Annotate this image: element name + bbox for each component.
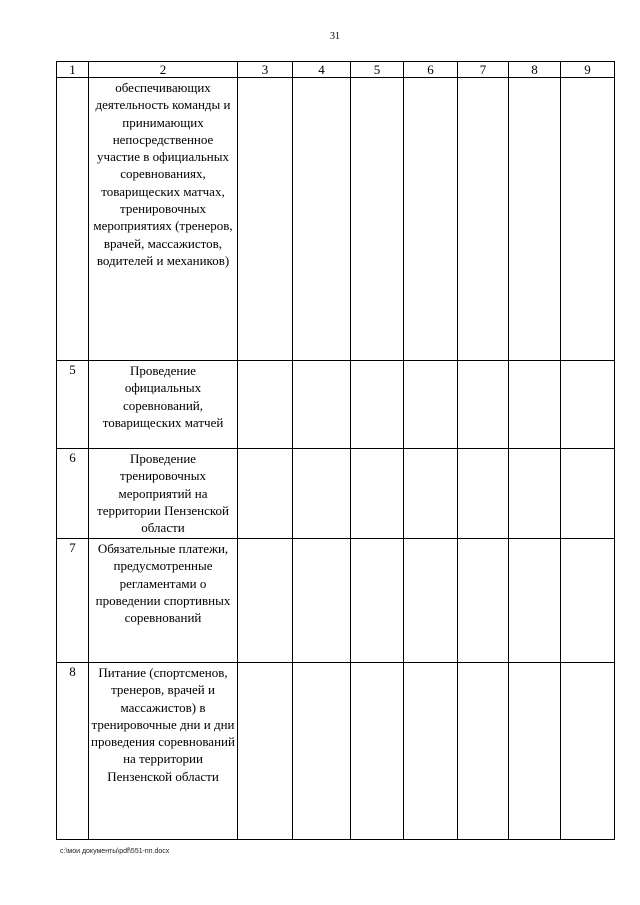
value-cell <box>404 663 458 840</box>
value-cell <box>238 663 293 840</box>
header-cell: 6 <box>404 62 458 78</box>
value-cell <box>561 539 615 663</box>
row-description: обеспечивающих деятельность команды и принимающих непосредственное участие в официальных соревнованиях, товарищеских матчах, тренировочных мероприятиях (тренеров, врачей, массажистов, водителей и механиков) <box>89 78 238 361</box>
table-row <box>57 539 615 663</box>
header-cell: 4 <box>293 62 351 78</box>
value-cell <box>509 449 561 539</box>
value-cell <box>458 449 509 539</box>
table-row <box>57 361 615 449</box>
row-number: 8 <box>57 663 89 840</box>
header-cell: 2 <box>89 62 238 78</box>
value-cell <box>509 78 561 361</box>
document-path: c:\мои документы\pdf\551-пп.docx <box>60 848 170 855</box>
value-cell <box>293 449 351 539</box>
row-number: 7 <box>57 539 89 663</box>
header-cell: 7 <box>458 62 509 78</box>
value-cell <box>404 78 458 361</box>
header-cell: 3 <box>238 62 293 78</box>
value-cell <box>351 361 404 449</box>
header-row <box>57 62 615 78</box>
row-number: 5 <box>57 361 89 449</box>
value-cell <box>238 449 293 539</box>
value-cell <box>509 361 561 449</box>
row-description: Проведение официальных соревнований, товарищеских матчей <box>89 361 238 449</box>
value-cell <box>561 449 615 539</box>
value-cell <box>238 361 293 449</box>
value-cell <box>561 663 615 840</box>
value-cell <box>293 539 351 663</box>
table-row <box>57 663 615 840</box>
value-cell <box>404 361 458 449</box>
row-description: Обязательные платежи, предусмотренные регламентами о проведении спортивных соревнований <box>89 539 238 663</box>
header-cell: 5 <box>351 62 404 78</box>
page-number: 31 <box>330 31 340 42</box>
budget-table <box>56 61 615 840</box>
value-cell <box>509 539 561 663</box>
value-cell <box>351 539 404 663</box>
header-cell: 9 <box>561 62 615 78</box>
value-cell <box>293 663 351 840</box>
value-cell <box>293 361 351 449</box>
value-cell <box>351 78 404 361</box>
value-cell <box>458 539 509 663</box>
value-cell <box>561 78 615 361</box>
value-cell <box>238 78 293 361</box>
row-number <box>57 78 89 361</box>
value-cell <box>351 449 404 539</box>
row-number: 6 <box>57 449 89 539</box>
table-row <box>57 78 615 361</box>
value-cell <box>458 663 509 840</box>
row-description: Проведение тренировочных мероприятий на территории Пензенской области <box>89 449 238 539</box>
value-cell <box>561 361 615 449</box>
value-cell <box>404 539 458 663</box>
header-cell: 1 <box>57 62 89 78</box>
value-cell <box>458 361 509 449</box>
value-cell <box>351 663 404 840</box>
value-cell <box>293 78 351 361</box>
value-cell <box>458 78 509 361</box>
value-cell <box>238 539 293 663</box>
table-row <box>57 449 615 539</box>
value-cell <box>404 449 458 539</box>
row-description: Питание (спортсменов, тренеров, врачей и массажистов) в тренировочные дни и дни проведения соревнований на территории Пензенской области <box>89 663 238 840</box>
value-cell <box>509 663 561 840</box>
header-cell: 8 <box>509 62 561 78</box>
